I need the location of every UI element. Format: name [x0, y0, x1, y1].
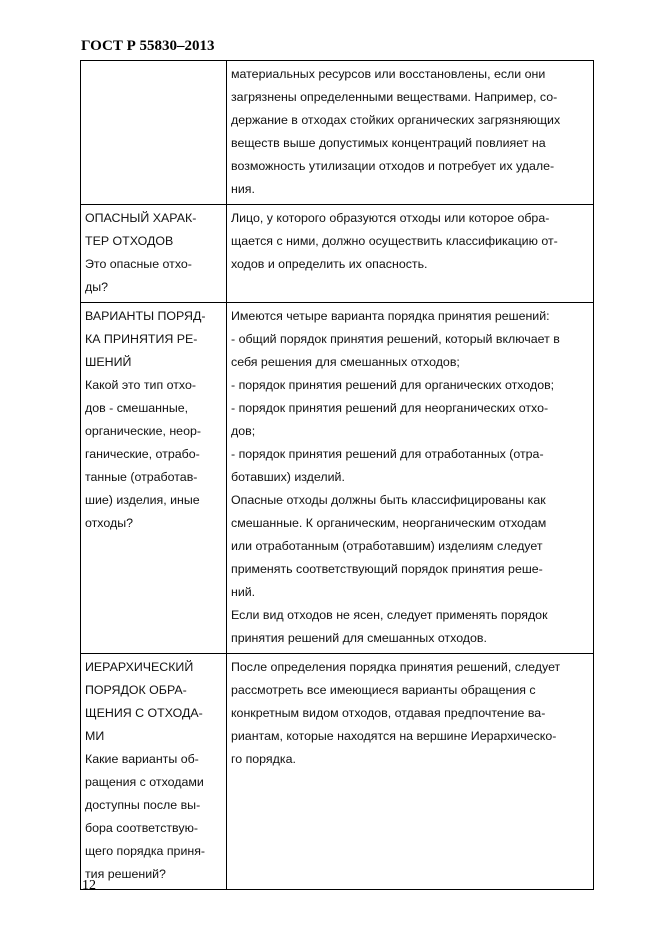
text-line: ды?: [85, 280, 109, 294]
description-cell: [227, 61, 594, 205]
text-line: смешанные. К органическим, неорганическим отходам: [231, 516, 547, 530]
text-line: - порядок принятия решений для органических отходов;: [231, 378, 555, 392]
text-line: ний.: [231, 585, 256, 599]
text-line: доступны после вы-: [85, 798, 201, 812]
text-line: конкретным видом отходов, отдавая предпочтение ва-: [231, 706, 546, 720]
text-line: щего порядка приня-: [85, 844, 206, 858]
text-line: ТЕР ОТХОДОВ: [85, 234, 174, 248]
text-line: рассмотреть все имеющиеся варианты обращения с: [231, 683, 536, 697]
text-line: ИЕРАРХИЧЕСКИЙ: [85, 660, 194, 674]
table-row: [81, 303, 594, 654]
text-line: ВАРИАНТЫ ПОРЯД-: [85, 309, 206, 323]
text-line: МИ: [85, 729, 105, 743]
text-line: Какой это тип отхо-: [85, 378, 196, 392]
text-line: возможность утилизации отходов и потребует их удале-: [231, 159, 555, 173]
table-row: [81, 654, 594, 890]
text-line: веществ выше допустимых концентраций повлияет на: [231, 136, 546, 150]
description-cell: [227, 303, 594, 654]
content-table: [80, 60, 594, 890]
table-row: [81, 205, 594, 303]
text-line: риантам, которые находятся на вершине Иерархическо-: [231, 729, 557, 743]
text-line: го порядка.: [231, 752, 296, 766]
topic-cell: [81, 303, 227, 654]
text-line: загрязнены определенными веществами. Например, со-: [231, 90, 558, 104]
text-line: КА ПРИНЯТИЯ РЕ-: [85, 332, 198, 346]
text-line: дов;: [231, 424, 256, 438]
document-header: ГОСТ Р 55830–2013: [81, 38, 215, 54]
text-line: тия решений?: [85, 867, 166, 881]
text-line: шие) изделия, иные: [85, 493, 200, 507]
text-line: ния.: [231, 182, 255, 196]
text-line: ращения с отходами: [85, 775, 204, 789]
text-line: дов - смешанные,: [85, 401, 189, 415]
text-line: Лицо, у которого образуются отходы или которое обра-: [231, 211, 550, 225]
topic-cell: [81, 654, 227, 890]
text-line: принятия решений для смешанных отходов.: [231, 631, 487, 645]
text-line: или отработанным (отработавшим) изделиям следует: [231, 539, 543, 553]
text-line: себя решения для смешанных отходов;: [231, 355, 460, 369]
text-line: бора соответствую-: [85, 821, 198, 835]
description-cell: [227, 205, 594, 303]
page-number: 12: [82, 878, 96, 893]
text-line: Имеются четыре варианта порядка принятия решений:: [231, 309, 550, 323]
text-line: ШЕНИЙ: [85, 355, 132, 369]
text-line: танные (отработав-: [85, 470, 198, 484]
text-line: отходы?: [85, 516, 133, 530]
text-line: Это опасные отхо-: [85, 257, 192, 271]
text-line: Опасные отходы должны быть классифицированы как: [231, 493, 546, 507]
text-line: Какие варианты об-: [85, 752, 199, 766]
text-line: органические, неор-: [85, 424, 201, 438]
description-cell: [227, 654, 594, 890]
text-line: ботавших) изделий.: [231, 470, 345, 484]
text-line: - порядок принятия решений для отработанных (отра-: [231, 447, 544, 461]
topic-cell: [81, 205, 227, 303]
topic-cell: [81, 61, 227, 205]
text-line: - порядок принятия решений для неорганических отхо-: [231, 401, 549, 415]
table-body: [81, 61, 594, 890]
text-line: материальных ресурсов или восстановлены, если они: [231, 67, 546, 81]
text-line: щается с ними, должно осуществить классификацию от-: [231, 234, 558, 248]
text-line: Если вид отходов не ясен, следует применять порядок: [231, 608, 548, 622]
text-line: держание в отходах стойких органических загрязняющих: [231, 113, 561, 127]
text-line: применять соответствующий порядок принятия реше-: [231, 562, 543, 576]
text-line: ходов и определить их опасность.: [231, 257, 428, 271]
text-line: ОПАСНЫЙ ХАРАК-: [85, 211, 197, 225]
table-row: [81, 61, 594, 205]
text-line: ЩЕНИЯ С ОТХОДА-: [85, 706, 203, 720]
text-line: ПОРЯДОК ОБРА-: [85, 683, 187, 697]
text-line: ганические, отрабо-: [85, 447, 200, 461]
text-line: После определения порядка принятия решений, следует: [231, 660, 561, 674]
text-line: - общий порядок принятия решений, который включает в: [231, 332, 560, 346]
